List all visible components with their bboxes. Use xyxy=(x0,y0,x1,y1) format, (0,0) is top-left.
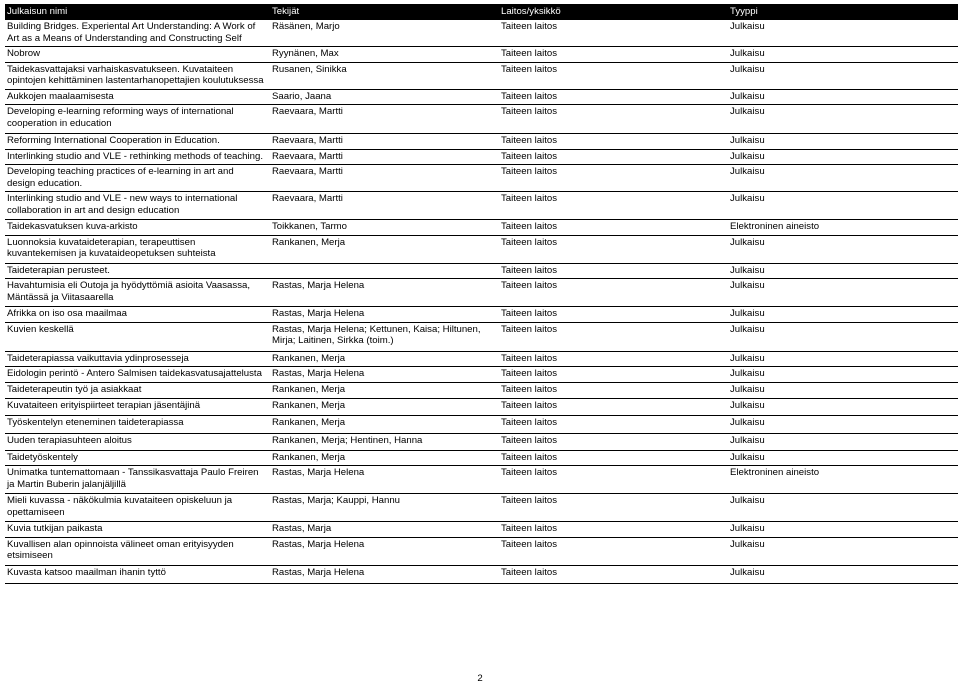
department-cell: Taiteen laitos xyxy=(499,220,728,236)
table-row xyxy=(5,367,958,383)
column-header-title: Julkaisun nimi xyxy=(5,4,270,20)
authors-cell: Rastas, Marja Helena xyxy=(270,565,499,583)
table-row xyxy=(5,322,958,351)
table-row xyxy=(5,149,958,165)
department-cell: Taiteen laitos xyxy=(499,322,728,351)
type-cell: Julkaisu xyxy=(728,565,958,583)
publication-title-cell: Taideterapian perusteet. xyxy=(5,263,270,279)
department-cell: Taiteen laitos xyxy=(499,565,728,583)
type-cell: Julkaisu xyxy=(728,149,958,165)
department-cell: Taiteen laitos xyxy=(499,62,728,89)
type-cell: Julkaisu xyxy=(728,351,958,367)
table-row xyxy=(5,383,958,399)
type-cell: Julkaisu xyxy=(728,450,958,466)
authors-cell: Rastas, Marja Helena xyxy=(270,537,499,565)
authors-cell: Rankanen, Merja xyxy=(270,398,499,415)
department-cell: Taiteen laitos xyxy=(499,279,728,307)
authors-cell: Rusanen, Sinikka xyxy=(270,62,499,89)
publication-title-cell: Kuvia tutkijan paikasta xyxy=(5,522,270,538)
publication-title-cell: Taideterapeutin työ ja asiakkaat xyxy=(5,383,270,399)
type-cell: Julkaisu xyxy=(728,192,958,220)
type-cell: Julkaisu xyxy=(728,494,958,522)
publication-title-cell: Reforming International Cooperation in Education. xyxy=(5,134,270,150)
type-cell: Julkaisu xyxy=(728,522,958,538)
type-cell: Julkaisu xyxy=(728,105,958,134)
authors-cell: Raevaara, Martti xyxy=(270,134,499,150)
department-cell: Taiteen laitos xyxy=(499,149,728,165)
department-cell: Taiteen laitos xyxy=(499,192,728,220)
publication-title-cell: Taideterapiassa vaikuttavia ydinprosesseja xyxy=(5,351,270,367)
authors-cell xyxy=(270,263,499,279)
department-cell: Taiteen laitos xyxy=(499,235,728,263)
publication-title-cell: Havahtumisia eli Outoja ja hyödyttömiä asioita Vaasassa, Mäntässä ja Viitasaarella xyxy=(5,279,270,307)
table-row xyxy=(5,466,958,494)
table-row xyxy=(5,134,958,150)
authors-cell: Rastas, Marja; Kauppi, Hannu xyxy=(270,494,499,522)
publication-title-cell: Kuvataiteen erityispiirteet terapian jäsentäjinä xyxy=(5,398,270,415)
department-cell: Taiteen laitos xyxy=(499,450,728,466)
department-cell: Taiteen laitos xyxy=(499,383,728,399)
publication-title-cell: Nobrow xyxy=(5,47,270,63)
authors-cell: Rankanen, Merja xyxy=(270,450,499,466)
table-row xyxy=(5,220,958,236)
table-row xyxy=(5,537,958,565)
publication-title-cell: Kuvallisen alan opinnoista välineet oman erityisyyden etsimiseen xyxy=(5,537,270,565)
type-cell: Julkaisu xyxy=(728,537,958,565)
authors-cell: Rastas, Marja Helena xyxy=(270,279,499,307)
table-header-row xyxy=(5,4,958,20)
authors-cell: Rankanen, Merja xyxy=(270,351,499,367)
type-cell: Julkaisu xyxy=(728,307,958,323)
table-row xyxy=(5,165,958,192)
publication-title-cell: Developing teaching practices of e-learning in art and design education. xyxy=(5,165,270,192)
table-row xyxy=(5,235,958,263)
table-row xyxy=(5,522,958,538)
department-cell: Taiteen laitos xyxy=(499,47,728,63)
table-row xyxy=(5,351,958,367)
publication-title-cell: Developing e-learning reforming ways of international cooperation in education xyxy=(5,105,270,134)
type-cell: Julkaisu xyxy=(728,235,958,263)
table-row xyxy=(5,450,958,466)
type-cell: Elektroninen aineisto xyxy=(728,220,958,236)
authors-cell: Räsänen, Marjo xyxy=(270,20,499,47)
department-cell: Taiteen laitos xyxy=(499,165,728,192)
authors-cell: Raevaara, Martti xyxy=(270,165,499,192)
department-cell: Taiteen laitos xyxy=(499,522,728,538)
type-cell: Elektroninen aineisto xyxy=(728,466,958,494)
table-row xyxy=(5,263,958,279)
type-cell: Julkaisu xyxy=(728,322,958,351)
authors-cell: Rastas, Marja Helena xyxy=(270,466,499,494)
publication-title-cell: Taidetyöskentely xyxy=(5,450,270,466)
type-cell: Julkaisu xyxy=(728,367,958,383)
department-cell: Taiteen laitos xyxy=(499,367,728,383)
type-cell: Julkaisu xyxy=(728,47,958,63)
department-cell: Taiteen laitos xyxy=(499,398,728,415)
type-cell: Julkaisu xyxy=(728,415,958,433)
authors-cell: Raevaara, Martti xyxy=(270,192,499,220)
type-cell: Julkaisu xyxy=(728,383,958,399)
publication-title-cell: Interlinking studio and VLE - rethinking methods of teaching. xyxy=(5,149,270,165)
type-cell: Julkaisu xyxy=(728,134,958,150)
column-header-authors: Tekijät xyxy=(270,4,499,20)
table-row xyxy=(5,494,958,522)
authors-cell: Rastas, Marja Helena xyxy=(270,367,499,383)
type-cell: Julkaisu xyxy=(728,89,958,105)
publication-title-cell: Unimatka tuntemattomaan - Tanssikasvattaja Paulo Freiren ja Martin Buberin jalanjäljillä xyxy=(5,466,270,494)
type-cell: Julkaisu xyxy=(728,165,958,192)
department-cell: Taiteen laitos xyxy=(499,20,728,47)
table-row xyxy=(5,47,958,63)
authors-cell: Toikkanen, Tarmo xyxy=(270,220,499,236)
table-row xyxy=(5,565,958,583)
department-cell: Taiteen laitos xyxy=(499,263,728,279)
table-row xyxy=(5,415,958,433)
type-cell: Julkaisu xyxy=(728,279,958,307)
authors-cell: Rankanen, Merja xyxy=(270,415,499,433)
type-cell: Julkaisu xyxy=(728,433,958,450)
table-row xyxy=(5,279,958,307)
authors-cell: Rastas, Marja Helena; Kettunen, Kaisa; Hiltunen, Mirja; Laitinen, Sirkka (toim.) xyxy=(270,322,499,351)
department-cell: Taiteen laitos xyxy=(499,307,728,323)
column-header-type: Tyyppi xyxy=(728,4,958,20)
department-cell: Taiteen laitos xyxy=(499,494,728,522)
table-row xyxy=(5,192,958,220)
authors-cell: Rastas, Marja xyxy=(270,522,499,538)
publication-title-cell: Taidekasvattajaksi varhaiskasvatukseen. Kuvataiteen opintojen kehittäminen lastentarhanopettajien koulutuksessa xyxy=(5,62,270,89)
publication-title-cell: Eidologin perintö - Antero Salmisen taidekasvatusajattelusta xyxy=(5,367,270,383)
publication-title-cell: Uuden terapiasuhteen aloitus xyxy=(5,433,270,450)
publication-title-cell: Aukkojen maalaamisesta xyxy=(5,89,270,105)
department-cell: Taiteen laitos xyxy=(499,433,728,450)
authors-cell: Ryynänen, Max xyxy=(270,47,499,63)
authors-cell: Rankanen, Merja xyxy=(270,235,499,263)
column-header-department: Laitos/yksikkö xyxy=(499,4,728,20)
type-cell: Julkaisu xyxy=(728,62,958,89)
publication-title-cell: Afrikka on iso osa maailmaa xyxy=(5,307,270,323)
table-row xyxy=(5,398,958,415)
table-row xyxy=(5,20,958,47)
department-cell: Taiteen laitos xyxy=(499,537,728,565)
publication-title-cell: Työskentelyn eteneminen taideterapiassa xyxy=(5,415,270,433)
authors-cell: Raevaara, Martti xyxy=(270,105,499,134)
publication-title-cell: Building Bridges. Experiental Art Understanding: A Work of Art as a Means of Understanding and Constructing Self xyxy=(5,20,270,47)
publication-title-cell: Interlinking studio and VLE - new ways to international collaboration in art and design education xyxy=(5,192,270,220)
page-number: 2 xyxy=(477,673,483,684)
publication-title-cell: Kuvasta katsoo maailman ihanin tyttö xyxy=(5,565,270,583)
department-cell: Taiteen laitos xyxy=(499,105,728,134)
table-row xyxy=(5,433,958,450)
publication-title-cell: Taidekasvatuksen kuva-arkisto xyxy=(5,220,270,236)
publication-title-cell: Luonnoksia kuvataideterapian, terapeuttisen kuvantekemisen ja kuvataideopetuksen suhteista xyxy=(5,235,270,263)
table-row xyxy=(5,105,958,134)
authors-cell: Rankanen, Merja; Hentinen, Hanna xyxy=(270,433,499,450)
table-row xyxy=(5,307,958,323)
authors-cell: Raevaara, Martti xyxy=(270,149,499,165)
table-row xyxy=(5,89,958,105)
type-cell: Julkaisu xyxy=(728,263,958,279)
authors-cell: Rankanen, Merja xyxy=(270,383,499,399)
type-cell: Julkaisu xyxy=(728,398,958,415)
department-cell: Taiteen laitos xyxy=(499,466,728,494)
table-row xyxy=(5,62,958,89)
department-cell: Taiteen laitos xyxy=(499,89,728,105)
publications-table xyxy=(5,4,958,584)
authors-cell: Saario, Jaana xyxy=(270,89,499,105)
department-cell: Taiteen laitos xyxy=(499,351,728,367)
publication-title-cell: Mieli kuvassa - näkökulmia kuvataiteen opiskeluun ja opettamiseen xyxy=(5,494,270,522)
department-cell: Taiteen laitos xyxy=(499,415,728,433)
department-cell: Taiteen laitos xyxy=(499,134,728,150)
type-cell: Julkaisu xyxy=(728,20,958,47)
publication-title-cell: Kuvien keskellä xyxy=(5,322,270,351)
authors-cell: Rastas, Marja Helena xyxy=(270,307,499,323)
